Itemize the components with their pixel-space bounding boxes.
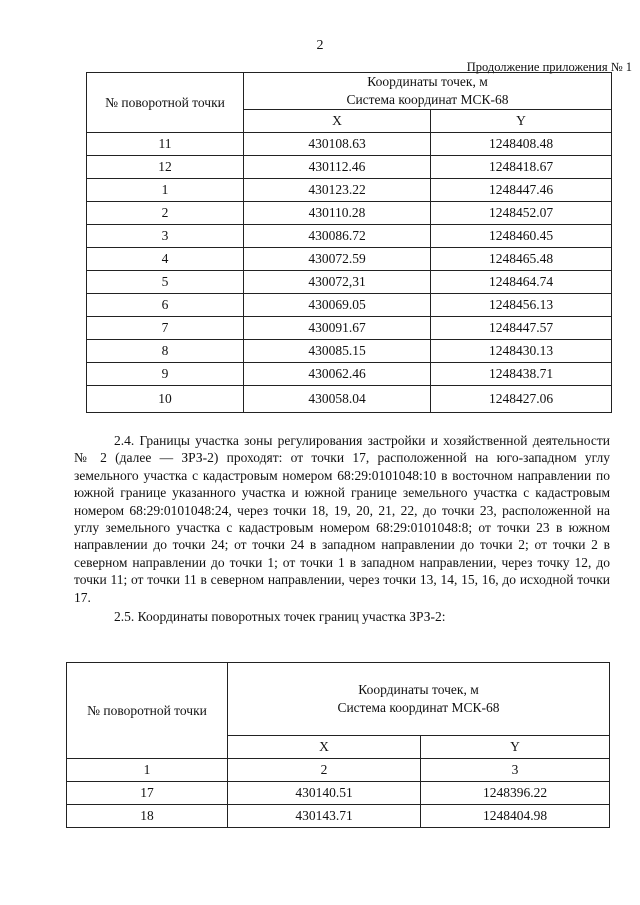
table-row — [87, 133, 612, 156]
table1-coords-title: Координаты точек, м — [367, 74, 488, 89]
table2-coords-system: Система координат МСК-68 — [337, 700, 500, 715]
x-cell: 430140.51 — [228, 782, 421, 805]
table-row — [67, 782, 610, 805]
page-number: 2 — [316, 38, 324, 53]
table-row — [87, 179, 612, 202]
table1-coords-system: Система координат МСК-68 — [346, 92, 509, 107]
y-cell: 1248460.45 — [431, 225, 612, 248]
x-cell: 430112.46 — [244, 156, 431, 179]
table1-col-coords — [244, 73, 612, 110]
continuation-label: Продолжение приложения № 1 — [466, 60, 632, 74]
table-row — [87, 202, 612, 225]
point-cell: 3 — [87, 225, 244, 248]
point-cell: 2 — [87, 202, 244, 225]
table-row — [87, 363, 612, 386]
number-cell: 1 — [67, 759, 228, 782]
point-cell: 6 — [87, 294, 244, 317]
coordinates-table-1 — [86, 72, 612, 413]
x-cell: 430123.22 — [244, 179, 431, 202]
x-cell: 430108.63 — [244, 133, 431, 156]
paragraph-2-4: 2.4. Границы участка зоны регулирования застройки и хозяйственной деятельности № 2 (далее — ЗРЗ-2) проходят: от точки 17, расположенной на юго-западном углу земельного участка с кадастровым номером 68:29:0101048:10 в восточном направлении по южной границе указанного участка и южной границе земельного участка с кадастровым номером 68:29:0101048:24, через точки 18, 19, 20, 21, 22, до точки 23, расположенной на углу земельного участка с кадастровым номером 68:29:0101048:8; от точки 23 в южном направлении до точки 24; от точки 24 в западном направлении до точки 2; от точки 2 в северном направлении до точки 1; от точки 1 в западном направлении, через точку 12, до точки 11; от точки 11 в северном направлении, через точки 13, 14, 15, 16, до исходной точки 17. — [74, 433, 610, 605]
point-cell: 4 — [87, 248, 244, 271]
table1-col-y: Y — [431, 110, 612, 133]
y-cell: 1248465.48 — [431, 248, 612, 271]
x-cell: 430143.71 — [228, 805, 421, 828]
table-number-row — [67, 759, 610, 782]
y-cell: 1248396.22 — [421, 782, 610, 805]
x-cell: 430085.15 — [244, 340, 431, 363]
x-cell: 430086.72 — [244, 225, 431, 248]
point-cell: 10 — [87, 386, 244, 413]
x-cell: 430058.04 — [244, 386, 431, 413]
y-cell: 1248404.98 — [421, 805, 610, 828]
paragraph-2-5: 2.5. Координаты поворотных точек границ участка ЗРЗ-2: — [114, 609, 446, 625]
table-row — [67, 805, 610, 828]
coordinates-table-2 — [66, 662, 610, 828]
table2-col-point: № поворотной точки — [67, 663, 228, 759]
table1-col-point: № поворотной точки — [87, 73, 244, 133]
table-row — [87, 340, 612, 363]
table-row — [87, 248, 612, 271]
y-cell: 1248447.57 — [431, 317, 612, 340]
point-cell: 7 — [87, 317, 244, 340]
document-body — [74, 432, 610, 625]
table1-col-x: X — [244, 110, 431, 133]
y-cell: 1248456.13 — [431, 294, 612, 317]
table-row — [87, 386, 612, 413]
table2-col-coords — [228, 663, 610, 736]
y-cell: 1248427.06 — [431, 386, 612, 413]
y-cell: 1248464.74 — [431, 271, 612, 294]
point-cell: 5 — [87, 271, 244, 294]
number-cell: 2 — [228, 759, 421, 782]
y-cell: 1248438.71 — [431, 363, 612, 386]
table-row — [87, 225, 612, 248]
number-cell: 3 — [421, 759, 610, 782]
point-cell: 18 — [67, 805, 228, 828]
x-cell: 430091.67 — [244, 317, 431, 340]
x-cell: 430072.59 — [244, 248, 431, 271]
point-cell: 9 — [87, 363, 244, 386]
point-cell: 11 — [87, 133, 244, 156]
point-cell: 1 — [87, 179, 244, 202]
table2-col-x: X — [228, 736, 421, 759]
x-cell: 430110.28 — [244, 202, 431, 225]
x-cell: 430069.05 — [244, 294, 431, 317]
table-row — [87, 317, 612, 340]
table-row — [87, 271, 612, 294]
y-cell: 1248408.48 — [431, 133, 612, 156]
point-cell: 17 — [67, 782, 228, 805]
x-cell: 430062.46 — [244, 363, 431, 386]
table2-coords-title: Координаты точек, м — [358, 682, 479, 697]
y-cell: 1248418.67 — [431, 156, 612, 179]
y-cell: 1248452.07 — [431, 202, 612, 225]
x-cell: 430072,31 — [244, 271, 431, 294]
table2-col-y: Y — [421, 736, 610, 759]
y-cell: 1248447.46 — [431, 179, 612, 202]
table-row — [87, 156, 612, 179]
y-cell: 1248430.13 — [431, 340, 612, 363]
table-row — [87, 294, 612, 317]
point-cell: 8 — [87, 340, 244, 363]
point-cell: 12 — [87, 156, 244, 179]
